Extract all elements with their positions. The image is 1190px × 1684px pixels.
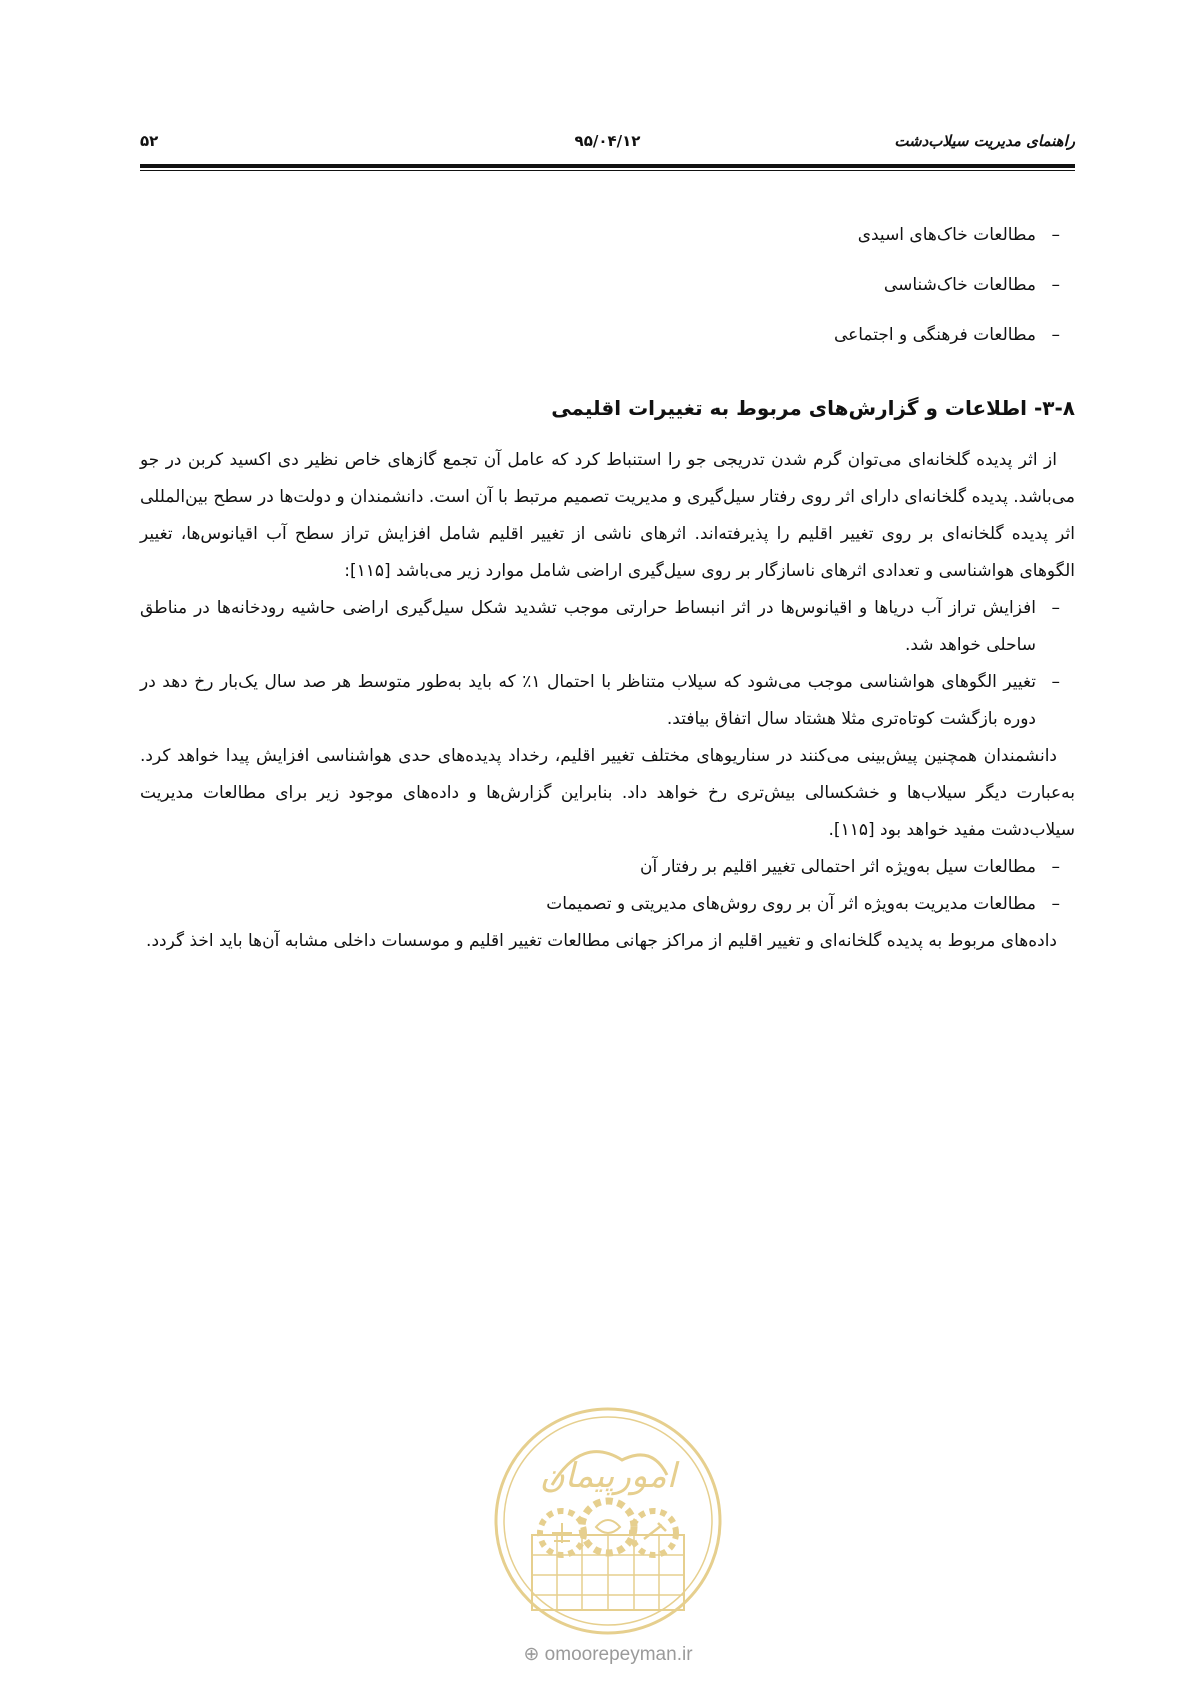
header-rule-thick (140, 164, 1075, 168)
header-date: ۹۵/۰۴/۱۲ (574, 132, 641, 150)
watermark-logo-text: امورپیمان (539, 1456, 677, 1496)
paragraph-data-sources: داده‌های مربوط به پدیده گلخانه‌ای و تغییر اقلیم از مراکز جهانی مطالعات تغییر اقلیم و موسسات داخلی مشابه آن‌ها باید اخذ گردد. (146, 931, 1057, 951)
paragraph-greenhouse: از اثر پدیده گلخانه‌ای می‌توان گرم شدن تدریجی جو را استنباط کرد که عامل آن تجمع گازهای خاص نظیر دی اکسید کربن در جو می‌باشد. پدیده گلخانه‌ای دارای اثر روی رفتار سیل‌گیری و مدیریت تصمیم مرتبط با آن است. دانشمندان و دولت‌ها در سطح بین‌المللی اثر پدیده گلخانه‌ای بر روی تغییر اقلیم را پذیرفته‌اند. اثرهای ناشی از تغییر اقلیم شامل افزایش تراز سطح آب اقیانوس‌ها، تغییر الگوهای هواشناسی و تعدادی اثرهای ناسازگار بر روی سیل‌گیری اراضی شامل موارد زیر می‌باشد [۱۱۵]: (140, 450, 1075, 581)
header-title: راهنمای مدیریت سیلاب‌دشت (894, 132, 1075, 150)
page-content (140, 210, 1075, 960)
list-item: – مطالعات خاک‌های اسیدی (140, 210, 1060, 260)
watermark-seal-icon (492, 1405, 724, 1637)
watermark-url-text: omoorepeyman.ir (544, 1644, 693, 1665)
list-item: – مطالعات سیل به‌ویژه اثر احتمالی تغییر اقلیم بر رفتار آن (140, 849, 1060, 886)
effects-list (140, 590, 1075, 738)
list-item: – مطالعات خاک‌شناسی (140, 260, 1060, 310)
section-heading: ۳-۸- اطلاعات و گزارش‌های مربوط به تغییرات اقلیمی (551, 396, 1075, 420)
watermark-url (498, 1643, 718, 1666)
list-item: – مطالعات مدیریت به‌ویژه اثر آن بر روی روش‌های مدیریتی و تصمیمات (140, 886, 1060, 923)
header-rule-thin (140, 170, 1075, 171)
studies-list (140, 849, 1075, 923)
list-item: – تغییر الگوهای هواشناسی موجب می‌شود که سیلاب متناظر با احتمال ۱٪ که باید به‌طور متوسط هر صد سال یک‌بار رخ دهد در دوره بازگشت کوتاه‌تری مثلا هشتاد سال اتفاق بیافتد. (140, 664, 1060, 738)
page-number: ۵۲ (140, 132, 159, 150)
globe-icon: ⊕ (523, 1644, 540, 1665)
studies-list-top (140, 210, 1075, 360)
list-item: – افزایش تراز آب دریاها و اقیانوس‌ها در اثر انبساط حرارتی موجب تشدید شکل سیل‌گیری اراضی حاشیه رودخانه‌ها در مناطق ساحلی خواهد شد. (140, 590, 1060, 664)
list-item: – مطالعات فرهنگی و اجتماعی (140, 310, 1060, 360)
paragraph-scenarios: دانشمندان همچنین پیش‌بینی می‌کنند در سناریوهای مختلف تغییر اقلیم، رخداد پدیده‌های حدی هواشناسی افزایش پیدا خواهد کرد. به‌عبارت دیگر سیلاب‌ها و خشکسالی بیش‌تری رخ خواهد داد. بنابراین گزارش‌ها و داده‌های موجود زیر برای مطالعات مدیریت سیلاب‌دشت مفید خواهد بود [۱۱۵]. (140, 746, 1075, 840)
page-header (140, 128, 1075, 158)
